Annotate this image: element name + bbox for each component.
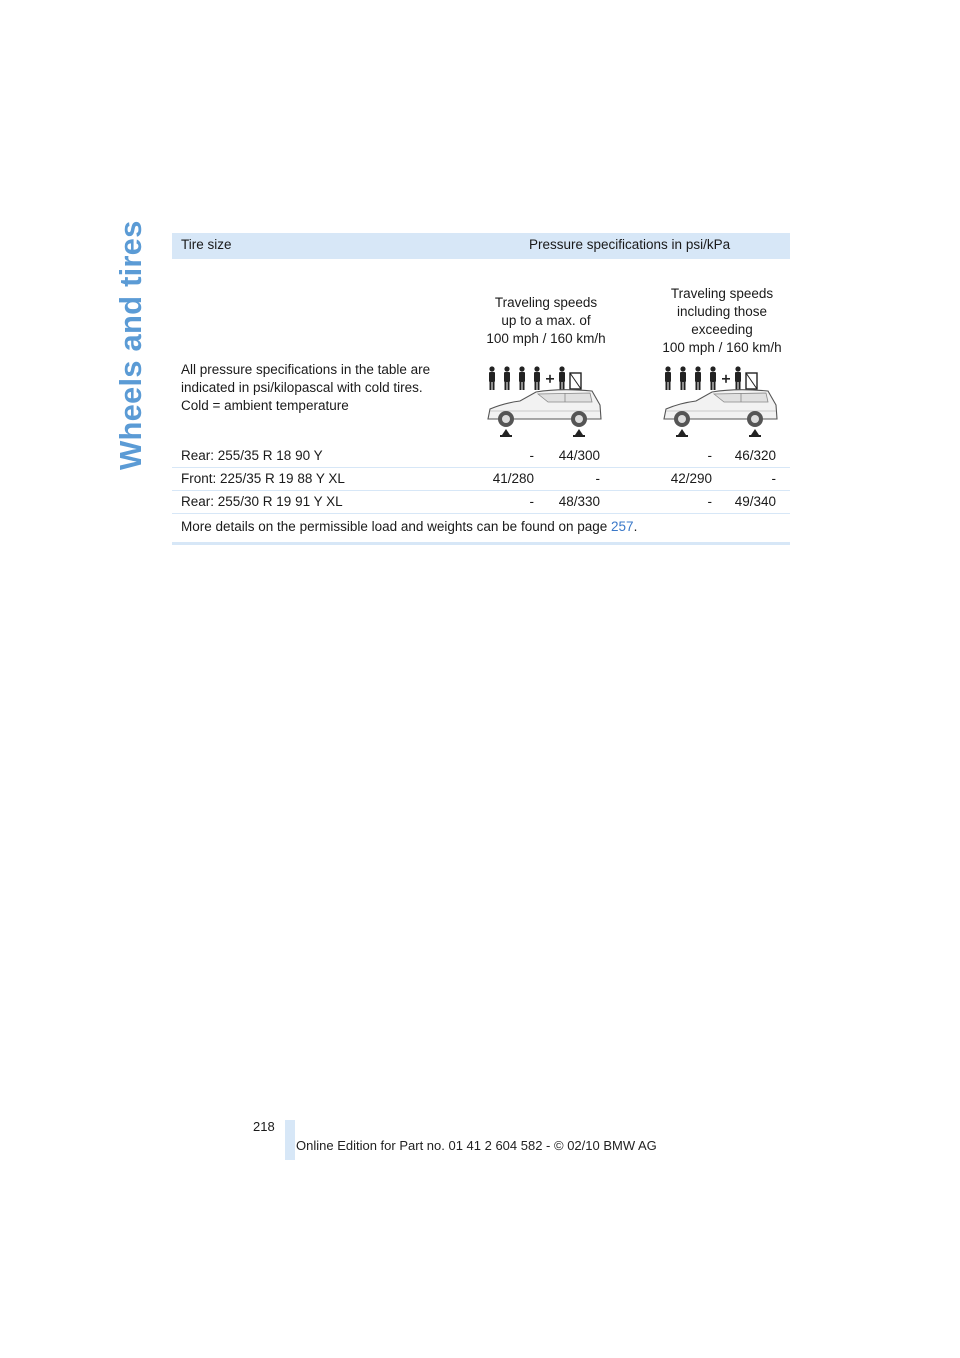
car-load-icon <box>480 365 610 439</box>
header-pressure: Pressure specifications in psi/kPa <box>529 237 731 252</box>
pressure-cell: - <box>707 448 712 463</box>
pressure-cell: - <box>529 494 534 509</box>
section-side-title: Wheels and tires <box>113 220 148 470</box>
tire-size-cell: Rear: 255/30 R 19 91 Y XL <box>181 494 343 509</box>
page-number: 218 <box>253 1119 275 1134</box>
pressure-note: All pressure specifications in the table are indicated in psi/kilopascal with cold tires. Cold = ambient temperature <box>181 362 431 413</box>
tire-pressure-table <box>172 233 790 545</box>
footer-edition-text: Online Edition for Part no. 01 41 2 604 582 - © 02/10 BMW AG <box>296 1138 657 1153</box>
table-subheader <box>172 259 790 445</box>
car-load-icon <box>656 365 786 439</box>
pressure-cell: 49/340 <box>734 494 776 509</box>
pressure-cell: 46/320 <box>734 448 776 463</box>
pressure-cell: - <box>771 471 776 486</box>
speed-column-1-label: Traveling speeds up to a max. of 100 mph / 160 km/h <box>486 295 606 346</box>
pressure-cell: - <box>595 471 600 486</box>
table-row <box>172 445 790 468</box>
speed-column-2-label: Traveling speeds including those exceeding 100 mph / 160 km/h <box>662 286 782 355</box>
pressure-cell: 44/300 <box>558 448 600 463</box>
pressure-cell: 42/290 <box>670 471 712 486</box>
tire-size-cell: Front: 225/35 R 19 88 Y XL <box>181 471 345 486</box>
footnote-end: . <box>633 519 638 534</box>
pressure-cell: 41/280 <box>492 471 534 486</box>
pressure-cell: - <box>529 448 534 463</box>
table-header <box>172 233 790 259</box>
tire-size-cell: Rear: 255/35 R 18 90 Y <box>181 448 323 463</box>
table-row <box>172 491 790 514</box>
footnote-text: More details on the permissible load and weights can be found on page <box>181 519 612 534</box>
footer-accent-bar <box>285 1120 295 1160</box>
pressure-cell: 48/330 <box>558 494 600 509</box>
table-footnote <box>172 514 790 545</box>
pressure-cell: - <box>707 494 712 509</box>
table-row <box>172 468 790 491</box>
header-tire-size: Tire size <box>181 237 232 252</box>
page-link[interactable]: 257 <box>611 519 634 534</box>
